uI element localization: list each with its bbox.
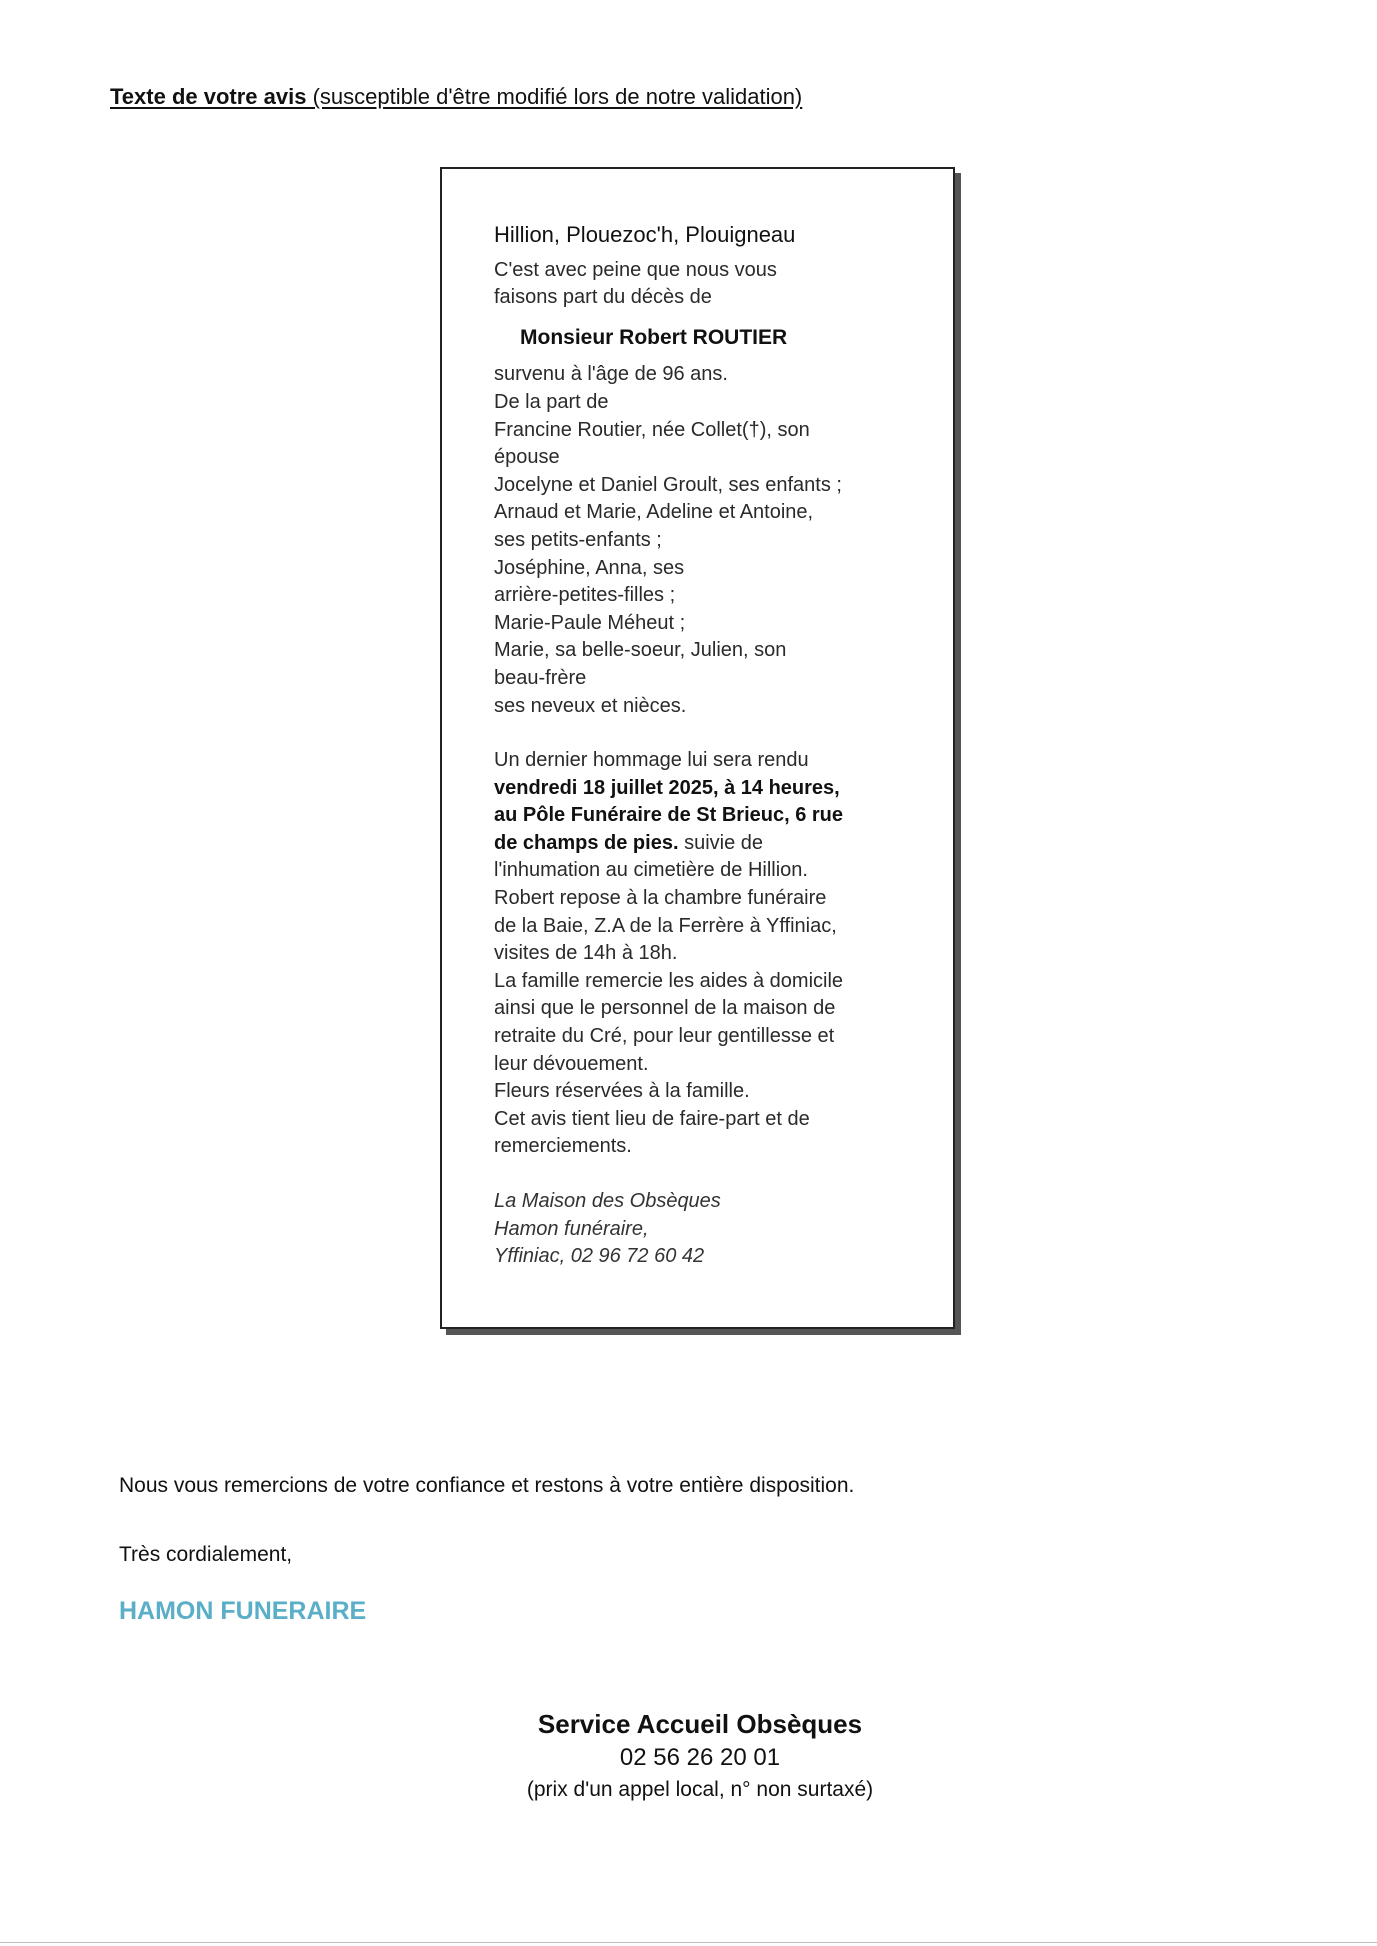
family-line: Marie-Paule Méheut ; [494, 611, 686, 634]
detail-line: l'inhumation au cimetière de Hillion. [494, 859, 808, 882]
notice-heading [110, 84, 802, 110]
family-line: Marie, sa belle-soeur, Julien, son [494, 639, 787, 662]
detail-line: de la Baie, Z.A de la Ferrère à Yffiniac, [494, 914, 837, 937]
detail-line: retraite du Cré, pour leur gentillesse et [494, 1025, 835, 1048]
heading-title: Texte de votre avis [110, 84, 307, 109]
ceremony-followup: suivie de [678, 831, 764, 854]
regards-text: Très cordialement, [119, 1543, 293, 1566]
thanks-text: Nous vous remercions de votre confiance et restons à votre entière disposition. [119, 1474, 855, 1497]
family-line: ses petits-enfants ; [494, 528, 662, 551]
ceremony-location: au Pôle Funéraire de St Brieuc, 6 rue [494, 804, 844, 827]
family-line: arrière-petites-filles ; [494, 584, 676, 607]
detail-line: leur dévouement. [494, 1052, 649, 1075]
notice-intro-line: C'est avec peine que nous vous [494, 258, 777, 281]
family-line: survenu à l'âge de 96 ans. [494, 363, 728, 386]
notice-place: Hillion, Plouezoc'h, Plouigneau [494, 222, 796, 247]
death-notice-box [440, 167, 955, 1329]
detail-line: remerciements. [494, 1135, 632, 1158]
service-note: (prix d'un appel local, n° non surtaxé) [526, 1778, 874, 1801]
signature-line: Hamon funéraire, [494, 1217, 649, 1240]
family-line: Francine Routier, née Collet(†), son [494, 418, 810, 441]
paragraph-gap [494, 720, 924, 747]
ceremony-intro: Un dernier hommage lui sera rendu [494, 749, 809, 772]
family-line: De la part de [494, 390, 609, 413]
heading-subtitle: (susceptible d'être modifié lors de notre validation) [306, 84, 803, 109]
family-line: épouse [494, 446, 560, 469]
signature-line: Yffiniac, 02 96 72 60 42 [494, 1245, 705, 1268]
family-line: Jocelyne et Daniel Groult, ses enfants ; [494, 473, 842, 496]
family-line: ses neveux et nièces. [494, 694, 687, 717]
signature-line: La Maison des Obsèques [494, 1190, 721, 1212]
detail-line: visites de 14h à 18h. [494, 942, 678, 965]
paragraph-gap [494, 1161, 924, 1188]
death-notice-content [494, 221, 924, 1271]
detail-line: Cet avis tient lieu de faire-part et de [494, 1107, 810, 1130]
family-line: Arnaud et Marie, Adeline et Antoine, [494, 501, 814, 524]
service-phone: 02 56 26 20 01 [619, 1744, 781, 1771]
service-title: Service Accueil Obsèques [537, 1709, 863, 1739]
family-line: beau-frère [494, 666, 587, 689]
family-line: Joséphine, Anna, ses [494, 556, 685, 579]
notice-intro-line: faisons part du décès de [494, 286, 712, 309]
ceremony-location-end [494, 830, 924, 858]
ceremony-street: de champs de pies. [494, 831, 679, 854]
deceased-name: Monsieur Robert ROUTIER [520, 325, 788, 349]
detail-line: La famille remercie les aides à domicile [494, 969, 844, 992]
bottom-divider [0, 1942, 1377, 1943]
company-name: HAMON FUNERAIRE [119, 1597, 367, 1625]
detail-line: ainsi que le personnel de la maison de [494, 997, 836, 1020]
detail-line: Robert repose à la chambre funéraire [494, 887, 827, 910]
ceremony-date: vendredi 18 juillet 2025, à 14 heures, [494, 776, 840, 799]
detail-line: Fleurs réservées à la famille. [494, 1080, 750, 1103]
